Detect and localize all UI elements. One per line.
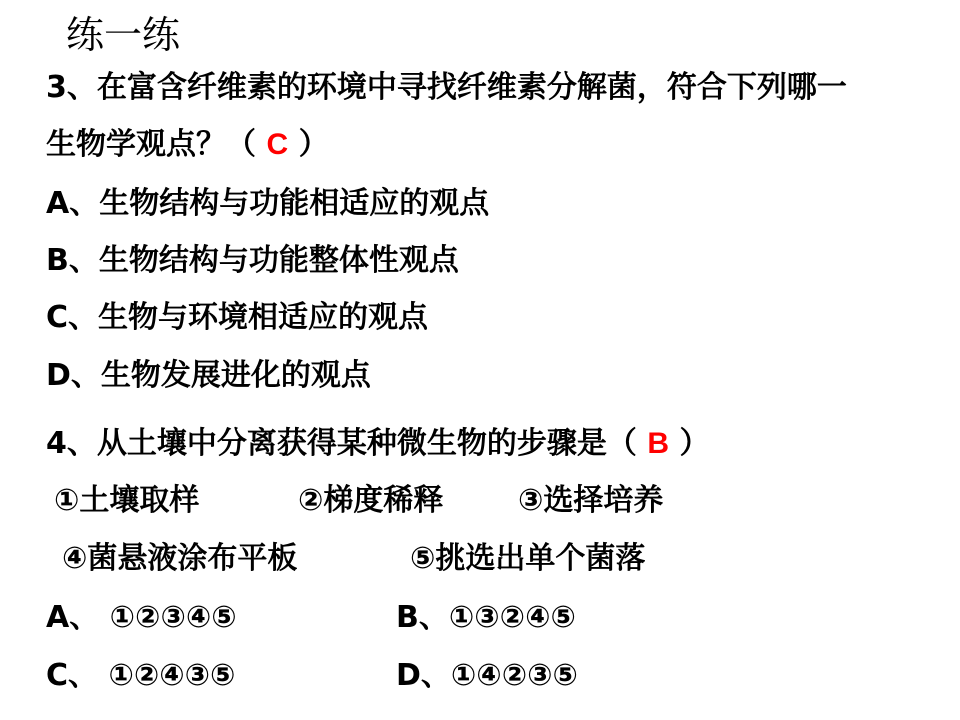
q3-answer: C [266, 128, 289, 161]
q4-step-1: ①土壤取样 [54, 483, 200, 518]
q4-stem-prefix: 4、从土壤中分离获得某种微生物的步骤是（ [46, 426, 648, 461]
q4-stem [46, 424, 709, 464]
q3-stem-line2 [46, 125, 329, 165]
q4-option-a: A、 ①②③④⑤ [46, 600, 237, 635]
q4-step-5: ⑤挑选出单个菌落 [410, 541, 646, 576]
q3-stem-suffix: ） [288, 127, 329, 162]
q4-step-2: ②梯度稀释 [298, 483, 444, 518]
q4-option-c: C、 ①②④③⑤ [46, 658, 236, 693]
q4-step-3: ③选择培养 [518, 483, 664, 518]
q4-stem-suffix: ） [669, 426, 710, 461]
q4-answer: B [647, 427, 669, 460]
q3-option-d: D、生物发展进化的观点 [46, 358, 371, 393]
q4-option-d: D、①④②③⑤ [396, 658, 578, 693]
q3-stem-prefix: 生物学观点？（ [46, 127, 267, 162]
q3-option-a: A、生物结构与功能相适应的观点 [46, 186, 490, 221]
q3-option-c: C、生物与环境相适应的观点 [46, 300, 429, 335]
q4-option-b: B、①③②④⑤ [396, 600, 576, 635]
q3-stem-line1: 3、在富含纤维素的环境中寻找纤维素分解菌，符合下列哪一 [46, 70, 847, 105]
q4-step-4: ④菌悬液涂布平板 [62, 541, 298, 576]
page-title: 练一练 [66, 13, 181, 57]
q3-option-b: B、生物结构与功能整体性观点 [46, 243, 459, 278]
